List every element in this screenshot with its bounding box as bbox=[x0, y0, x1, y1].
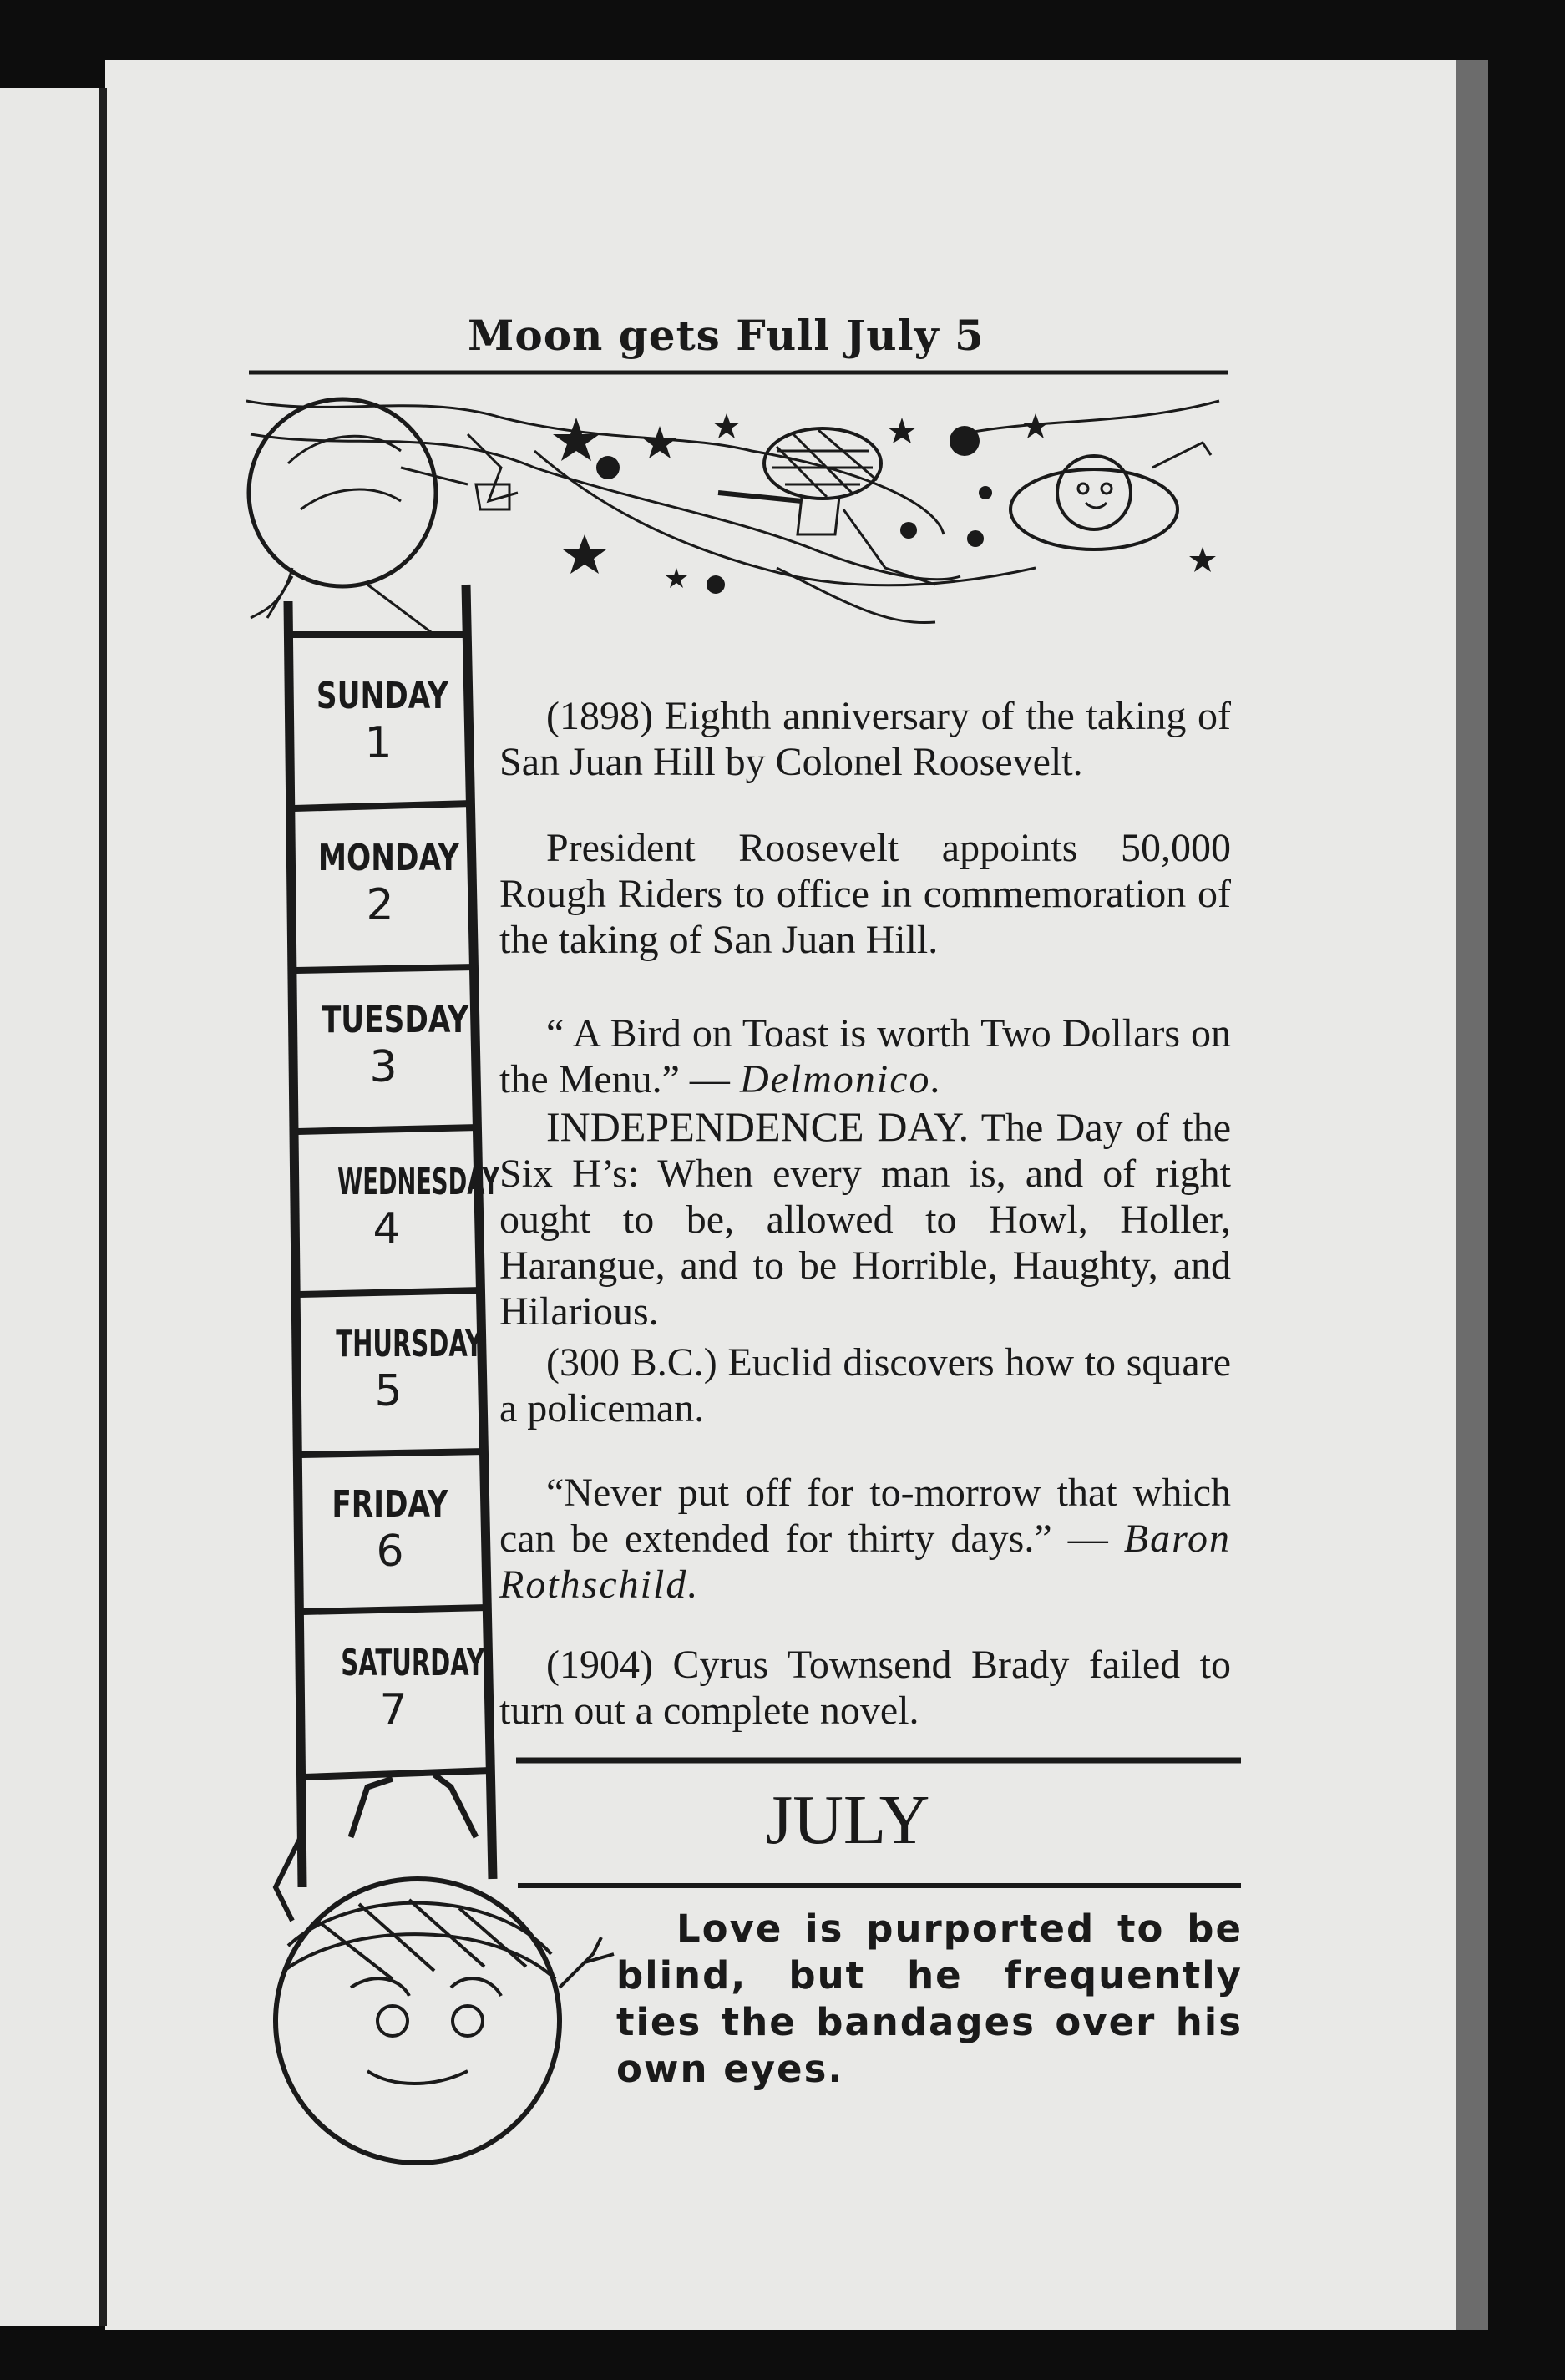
quote-author: Baron Rothschild. bbox=[499, 1517, 1232, 1607]
day-name: MONDAY bbox=[317, 837, 459, 879]
entry-thursday bbox=[499, 1339, 1231, 1431]
day-number: 1 bbox=[364, 718, 393, 768]
page-header: Moon gets Full July 5 bbox=[468, 311, 985, 360]
day-number: 3 bbox=[369, 1042, 398, 1092]
day-number: 5 bbox=[374, 1366, 403, 1416]
entry-friday bbox=[499, 1470, 1231, 1608]
entry-saturday bbox=[499, 1642, 1231, 1734]
day-number: 2 bbox=[366, 880, 394, 930]
entry-monday bbox=[499, 825, 1231, 963]
day-label-monday bbox=[301, 837, 459, 930]
day-label-thursday bbox=[309, 1323, 484, 1416]
day-label-sunday bbox=[299, 675, 458, 768]
day-name: TUESDAY bbox=[321, 999, 468, 1041]
day-name: WEDNESDAY bbox=[337, 1161, 499, 1203]
motto-text bbox=[616, 1906, 1243, 2093]
page-edge bbox=[1456, 60, 1488, 2330]
day-number: 6 bbox=[376, 1527, 404, 1577]
day-name: SUNDAY bbox=[316, 675, 448, 717]
entry-tuesday bbox=[499, 1010, 1231, 1102]
day-name: FRIDAY bbox=[332, 1483, 448, 1526]
binding-gutter bbox=[99, 88, 107, 2326]
entry-text: (1898) Eighth anniversary of the taking of San Juan Hill by Colonel Roosevelt. bbox=[499, 694, 1231, 784]
day-name: THURSDAY bbox=[336, 1323, 484, 1365]
day-label-tuesday bbox=[304, 999, 468, 1092]
left-page bbox=[0, 88, 99, 2326]
motto-body: Love is purported to be blind, but he frequently ties the bandages over his own eyes. bbox=[616, 1907, 1243, 2091]
entry-wednesday bbox=[499, 1104, 1231, 1334]
month-title: JULY bbox=[765, 1781, 930, 1859]
entry-sunday bbox=[499, 693, 1231, 785]
holiday-heading: INDEPENDENCE DAY. bbox=[546, 1103, 970, 1150]
day-label-saturday bbox=[314, 1642, 485, 1735]
day-label-wednesday bbox=[307, 1161, 499, 1254]
entry-text: The Day of the Six H’s: When every man is, and of right ought to be, allowed to Howl, Holler, Harangue, and to be Horrible, Haughty, and Hilarious. bbox=[499, 1106, 1232, 1334]
quote-text: “Never put off for to-morrow that which can be extended for thirty days.” — bbox=[499, 1471, 1231, 1561]
quote-text: “ A Bird on Toast is worth Two Dollars on the Menu.” — bbox=[499, 1011, 1231, 1101]
quote-author: Delmonico. bbox=[739, 1057, 943, 1101]
day-name: SATURDAY bbox=[341, 1642, 485, 1684]
day-number: 7 bbox=[379, 1685, 408, 1735]
entry-text: (1904) Cyrus Townsend Brady failed to turn out a complete novel. bbox=[499, 1643, 1231, 1733]
entry-text: (300 B.C.) Euclid discovers how to square a policeman. bbox=[499, 1340, 1231, 1431]
day-label-friday bbox=[311, 1483, 469, 1577]
entry-text: President Roosevelt appoints 50,000 Rough Riders to office in commemoration of the taking of San Juan Hill. bbox=[499, 826, 1231, 962]
day-number: 4 bbox=[372, 1204, 401, 1254]
